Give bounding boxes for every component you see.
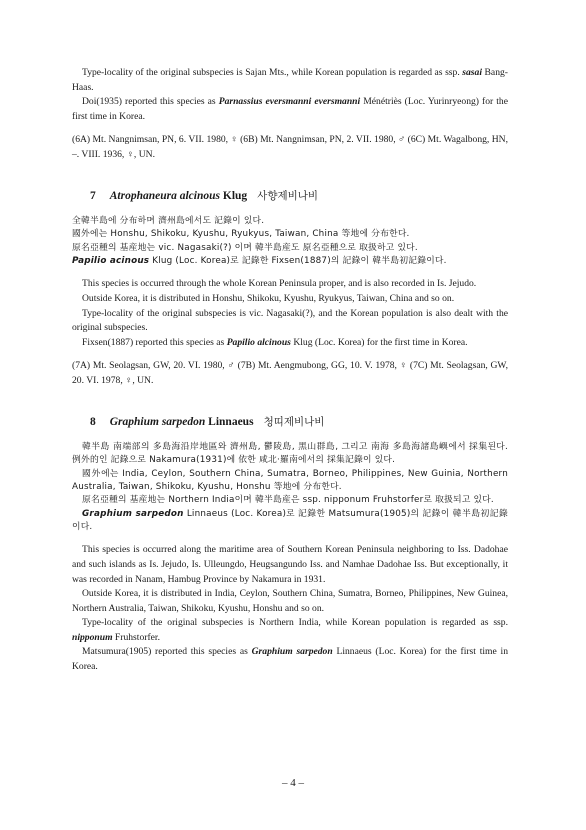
sec8-en-paragraph: Matsumura(1905) reported this species as Graphium sarpedon Linnaeus (Loc. Korea) for the first time in Korea. (72, 646, 508, 673)
sec7-en-paragraph: Outside Korea, it is distributed in Honshu, Shikoku, Kyushu, Ryukyus, Taiwan, China and so on. (82, 292, 455, 304)
text-column (72, 66, 508, 675)
sec7-ko-line: 全韓半島에 分布하며 濟州島에서도 記錄이 있다. (72, 215, 265, 226)
sec7-ko-line: 國外에는 Honshu, Shikoku, Kyushu, Ryukyus, Taiwan, China 等地에 分布한다. (72, 229, 410, 240)
sec8-ko-line: 國外에는 India, Ceylon, Southern China, Sumatra, Borneo, Philippines, New Guinia, Northern Australia, Taiwan, Shikoku, Kyushu, Honshu 等地에 分布한다. (72, 468, 508, 492)
sec7-en-paragraph: Fixsen(1887) reported this species as Papilio alcinous Klug (Loc. Korea) for the first time in Korea. (82, 336, 468, 348)
top-paragraph-type-locality: Type-locality of the original subspecies is Sajan Mts., while Korean population is regarded as ssp. sasai Bang-Haas. (72, 67, 508, 93)
section-heading-8: 8 Graphium sarpedon Linnaeus 청띠제비나비 (90, 416, 325, 429)
sec7-ko-line: Papilio acinous Klug (Loc. Korea)로 記錄한 Fixsen(1887)의 記錄이 韓半島初記錄이다. (72, 256, 447, 267)
sec8-ko-line: Graphium sarpedon Linnaeus (Loc. Korea)로 記錄한 Matsumura(1905)의 記錄이 韓半島初記錄이다. (72, 508, 508, 533)
sec8-en-paragraph: This species is occurred along the maritime area of Southern Korean Peninsula neighboring to Iss. Dadohae and such islands as Is. Jejudo, Is. Ulleungdo, Heugsangundo Iss. and Namhae Dadohae Iss. But exceptionally, it was recorded in Nanam, Hambug Province by Nakamura in 1931. (72, 544, 508, 585)
specimen-list-6: (6A) Mt. Nangnimsan, PN, 6. VII. 1980, ♀ (6B) Mt. Nangnimsan, PN, 2. VII. 1980, ♂ (6C) Mt. Wagalbong, HN, –. VIII. 1936, ♀, UN. (72, 134, 508, 160)
page-number: – 4 – (282, 777, 304, 789)
sec8-ko-line: 原名亞種의 基産地는 Northern India이며 韓半島産은 ssp. nipponum Fruhstorfer로 取扱되고 있다. (82, 495, 494, 506)
specimen-list-7: (7A) Mt. Seolagsan, GW, 20. VI. 1980, ♂ (7B) Mt. Aengmubong, GG, 10. V. 1978, ♀ (7C) Mt. Seolagsan, GW, 20. VI. 1978, ♀, UN. (72, 360, 508, 386)
sec7-en-paragraph: This species is occurred through the whole Korean Peninsula proper, and is also recorded in Is. Jejudo. (82, 278, 477, 290)
sec7-ko-line: 原名亞種의 基産地는 vic. Nagasaki(?) 이며 韓半島産도 原名亞種으로 取扱하고 있다. (72, 242, 418, 253)
sec8-en-paragraph: Outside Korea, it is distributed in India, Ceylon, Southern China, Sumatra, Borneo, Philippines, New Guinea, Northern Australia, Taiwan, Shikoku, Kyushu, Honshu and so on. (72, 588, 508, 614)
sec7-en-paragraph: Type-locality of the original subspecies is vic. Nagasaki(?), and the Korean population is also dealt with the original subspecies. (72, 307, 508, 334)
top-paragraph-doi: Doi(1935) reported this species as Parnassius eversmanni eversmanni Ménétriès (Loc. Yurinryeong) for the first time in Korea. (72, 96, 508, 122)
sec8-ko-line: 韓半島 南端部의 多島海沿岸地區와 濟州島, 鬱陵島, 黑山群島, 그리고 南海 多島海諸島嶼에서 採集된다. 例外的인 記錄으로 Nakamura(1931)에 依한 咸北·羅南에서의 採集記錄이 있다. (72, 441, 508, 466)
sec8-en-paragraph: Type-locality of the original subspecies is Northern India, while Korean population is regarded as ssp. nipponum Fruhstorfer. (72, 617, 508, 643)
section-heading-7: 7 Atrophaneura alcinous Klug 사향제비나비 (90, 190, 319, 203)
